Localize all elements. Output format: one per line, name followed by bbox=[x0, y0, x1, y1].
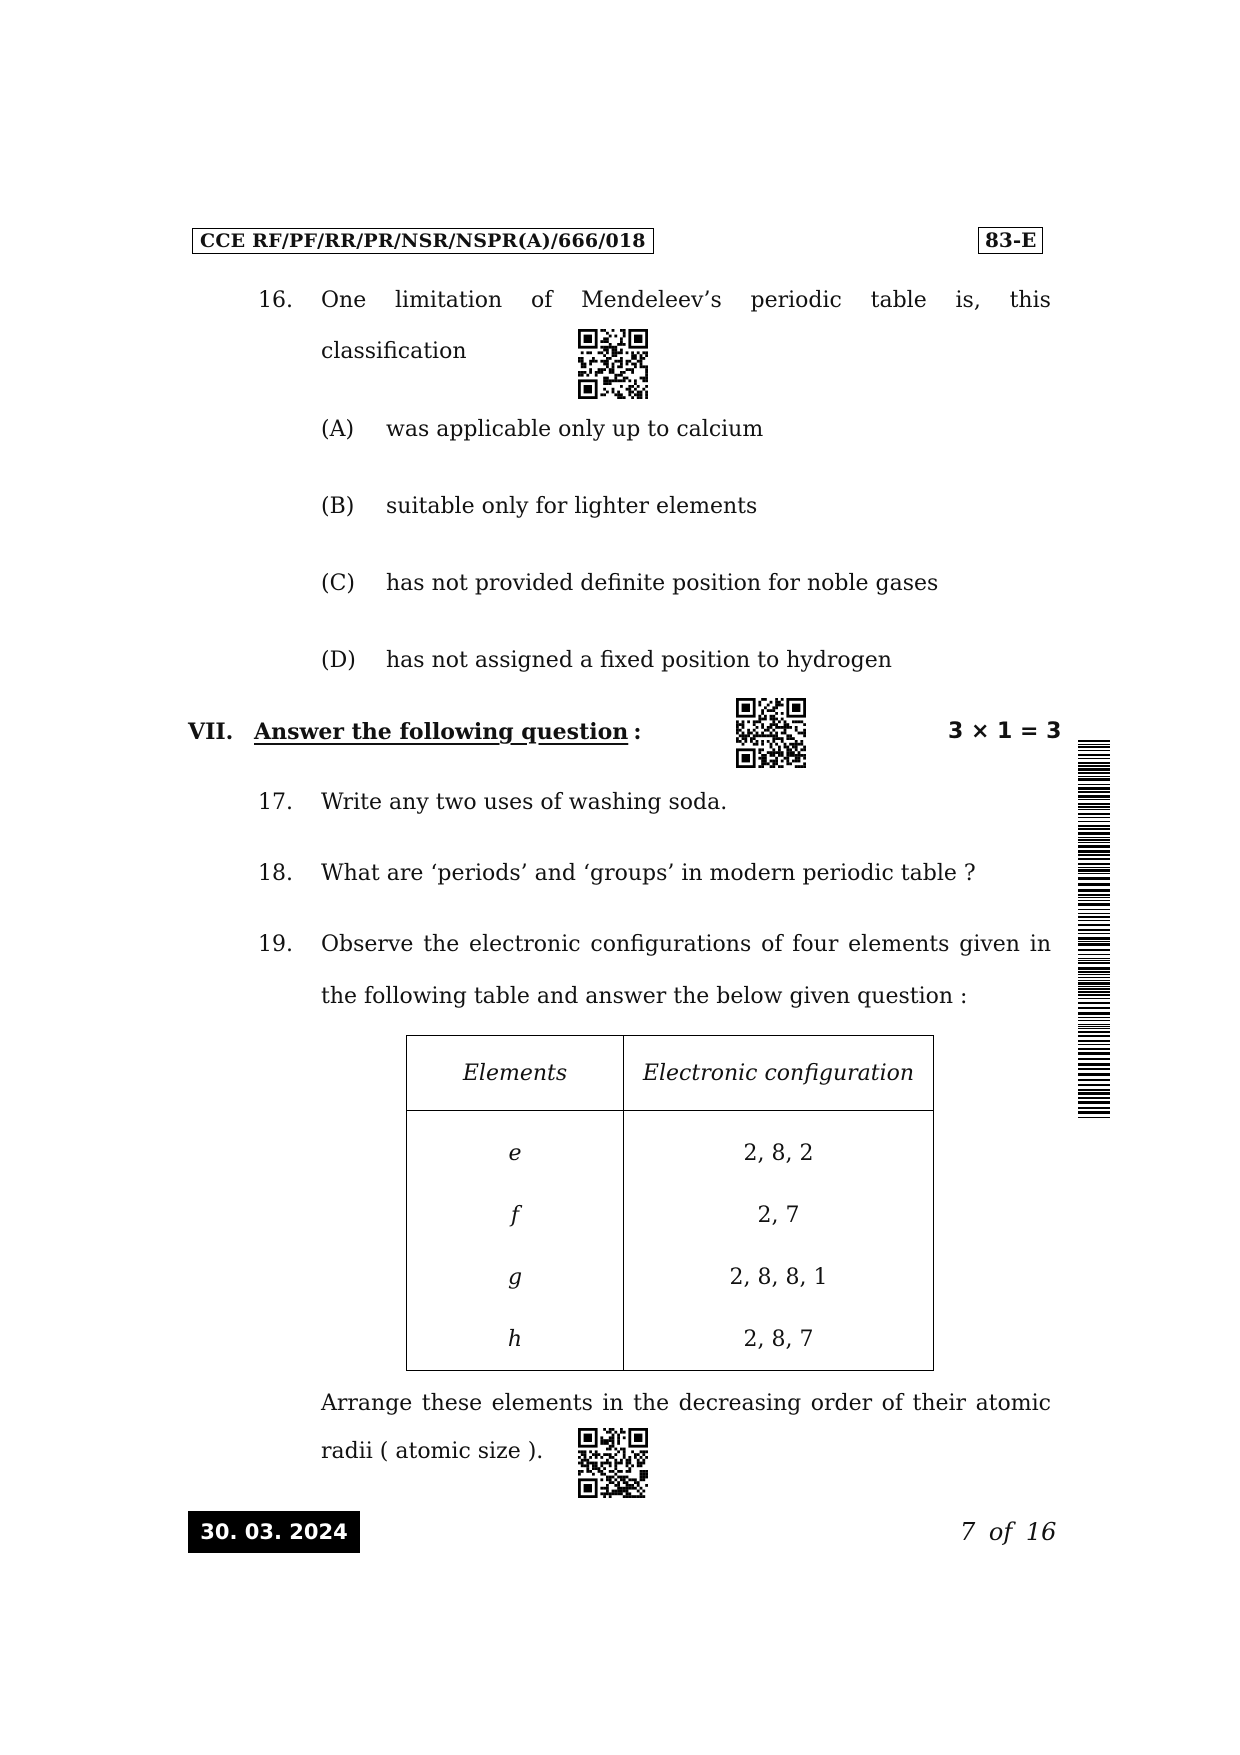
section-heading bbox=[254, 718, 641, 746]
q16-word: limitation bbox=[395, 288, 503, 313]
q19-after-line1: Arrange these elements in the decreasing order of their atomic bbox=[321, 1391, 1051, 1416]
qr-code-icon bbox=[736, 698, 806, 768]
electronic-config-table bbox=[406, 1035, 934, 1371]
table-row bbox=[407, 1111, 934, 1185]
section-title: Answer the following question bbox=[254, 719, 629, 745]
q19-number: 19. bbox=[258, 932, 293, 957]
paper-code: 83-E bbox=[978, 227, 1043, 254]
page-number: 7 of 16 bbox=[960, 1518, 1057, 1546]
q16-word: One bbox=[321, 288, 367, 313]
q17-text: Write any two uses of washing soda. bbox=[321, 790, 728, 815]
table-cell-config: 2, 8, 8, 1 bbox=[624, 1246, 934, 1308]
q16-word: table bbox=[870, 288, 927, 313]
table-cell-element: h bbox=[407, 1308, 624, 1371]
q16-option-c-text: has not provided definite position for noble gases bbox=[386, 571, 939, 596]
q16-option-a-label: (A) bbox=[321, 417, 355, 442]
barcode-icon bbox=[1078, 740, 1110, 1120]
table-cell-config: 2, 8, 2 bbox=[624, 1111, 934, 1185]
q18-text: What are ‘periods’ and ‘groups’ in modern periodic table ? bbox=[321, 861, 976, 886]
table-cell-element: g bbox=[407, 1246, 624, 1308]
q19-line1: Observe the electronic configurations of four elements given in bbox=[321, 932, 1051, 957]
q16-option-d-text: has not assigned a fixed position to hydrogen bbox=[386, 648, 892, 673]
q16-option-c-label: (C) bbox=[321, 571, 355, 596]
q16-line1 bbox=[321, 287, 1051, 315]
table-header-row bbox=[407, 1036, 934, 1111]
q16-word: of bbox=[530, 288, 553, 313]
table-cell-element: e bbox=[407, 1111, 624, 1185]
q16-line2: classification bbox=[321, 339, 467, 364]
q19-after-line2: radii ( atomic size ). bbox=[321, 1439, 544, 1464]
q16-option-a-text: was applicable only up to calcium bbox=[386, 417, 764, 442]
qr-code-icon bbox=[578, 329, 648, 399]
q18-number: 18. bbox=[258, 861, 293, 886]
section-marks: 3 × 1 = 3 bbox=[948, 719, 1062, 744]
q17-number: 17. bbox=[258, 790, 293, 815]
q16-word: this bbox=[1009, 288, 1051, 313]
q16-option-b-text: suitable only for lighter elements bbox=[386, 494, 758, 519]
q16-number: 16. bbox=[258, 288, 293, 313]
section-colon: : bbox=[633, 719, 642, 745]
table-header-elements: Elements bbox=[407, 1036, 624, 1111]
table-cell-element: f bbox=[407, 1184, 624, 1246]
exam-date: 30. 03. 2024 bbox=[188, 1511, 360, 1553]
q16-word: is, bbox=[955, 288, 981, 313]
exam-code: CCE RF/PF/RR/PR/NSR/NSPR(A)/666/018 bbox=[192, 228, 654, 254]
q16-word: periodic bbox=[750, 288, 842, 313]
table-cell-config: 2, 7 bbox=[624, 1184, 934, 1246]
table-cell-config: 2, 8, 7 bbox=[624, 1308, 934, 1371]
q16-word: Mendeleev’s bbox=[581, 288, 722, 313]
table-row bbox=[407, 1308, 934, 1371]
q19-line2: the following table and answer the below given question : bbox=[321, 984, 968, 1009]
section-number: VII. bbox=[188, 719, 234, 745]
table-row bbox=[407, 1246, 934, 1308]
q16-option-d-label: (D) bbox=[321, 648, 356, 673]
qr-code-icon bbox=[578, 1428, 648, 1498]
table-row bbox=[407, 1184, 934, 1246]
q16-option-b-label: (B) bbox=[321, 494, 355, 519]
table-header-config: Electronic configuration bbox=[624, 1036, 934, 1111]
